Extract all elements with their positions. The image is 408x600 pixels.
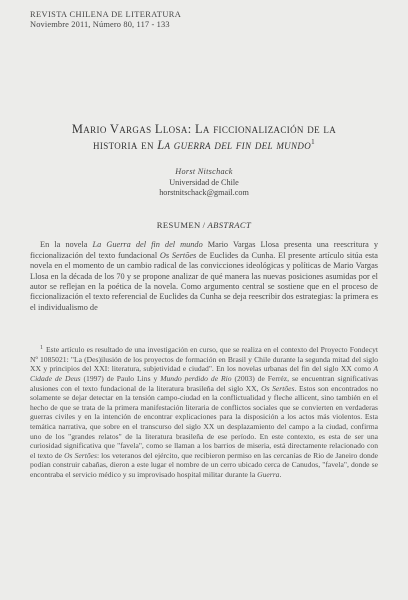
author-name: Horst Nitschack [175, 167, 233, 177]
abstract-heading-es: RESUMEN [156, 220, 201, 231]
title-line-2 [30, 138, 378, 153]
footnote-text: Este artículo es resultado de una investigación en curso, que se realiza en el contexto del Proyecto Fondecyt Nº 1085021: "La (Des)ilusión de los proyectos de formación en Brasil y Chile durante la segunda mitad del siglo XX y principios del XXI: literatura, subjetividad e ciudad". En los novelas urbanas del fin del siglo XX como [30, 345, 378, 374]
abstract-heading [30, 220, 378, 230]
abstract-text: de Euclides da Cunha. El presente artículo sitúa esta novela en el momento de un cambio radical de las convicciones ideológicas y políticas de Mario Vargas Llosa en la década de los 70 y se propone analizar de qué manera las nuevas posiciones asumidas por el autor se reflejan en la poética de la novela. Como argumento central se sostiene que en el proceso de ficcionalización el texto referencial de Euclides da Cunha se deja reescribir dos estrategias: la primera es el individualismo de [30, 250, 378, 312]
abstract-text: En la novela [40, 240, 93, 250]
issue-line: Noviembre 2011, Número 80, 117 - 133 [30, 20, 170, 30]
abstract-paragraph [30, 240, 378, 313]
footnote-text: : los veteranos del ejército, que recibieron permiso en las cercanías de Rio de Janeiro donde podían construir cabañas, dieron a este lugar el nombre de un cerro ubicado cerca de Canudos, "favela", donde se encontraba el servicio médico y su improvisado hospital militar durante la [30, 450, 378, 479]
footnote-text: (1997) de Paulo Lins y [80, 374, 161, 384]
footnote-1 [30, 345, 378, 479]
footnote-text: . [279, 470, 282, 479]
footnote-italic: Os Sertões [261, 383, 295, 393]
abstract-heading-separator: / [202, 220, 206, 231]
footnote-mark: 1 [40, 344, 43, 351]
footnote-italic: A Cidade de Deus [30, 364, 378, 384]
author-email[interactable]: horstnitschack@gmail.com [159, 188, 249, 198]
title-footnote-mark: 1 [311, 137, 315, 146]
journal-header [30, 10, 378, 30]
author-block [30, 167, 378, 198]
abstract-novel-title: La Guerra del fin del mundo [92, 240, 203, 250]
abstract-source-title: Os Sertões [159, 250, 197, 260]
footnote-italic: Guerra [257, 470, 280, 479]
footnote-text: . Estos son encontrados no solamente se dejar detectar en la tensión campo-ciudad en la conflictualidad y fleche allicent, sino también en el hecho de que se trata de la primera manifestación literaria de conflictos sociales que se convierten en verdaderas guerras civiles y en la intención de encontrar explicaciones para la disposición a los actos más violentos. Esta temática narrativa, que sobre en el transcurso del siglo XX un desplazamiento del campo a la ciudad, confirma uno de los "grandes relatos" de la literatura brasileña de ese período. En este contexto, es esta de ser una curiosidad significativa que "favela", como se llaman a los barrios de miseria, está directamente relacionado con el texto de [30, 383, 379, 460]
title-book-name: La guerra del fin del mundo [157, 137, 312, 152]
footnote-italic: Mundo perdido de Rio [160, 374, 232, 384]
title-line-1: Mario Vargas Llosa: La ficcionalización de la [71, 122, 337, 137]
journal-name: REVISTA CHILENA DE LITERATURA [30, 10, 182, 19]
author-affiliation: Universidad de Chile [169, 177, 239, 187]
footnote-italic: Os Sertões [64, 450, 97, 460]
abstract-heading-en: ABSTRACT [207, 220, 252, 231]
article-title [30, 122, 378, 153]
footnote-text: (2003) de Ferréz, se encuentran significativas alusiones con el texto fundacional de la literatura brasileña del siglo XX, [30, 374, 378, 393]
title-prefix: historia en [93, 137, 158, 152]
abstract-text: Mario Vargas Llosa presenta una reescritura y ficcionalización del texto fundacional [30, 240, 378, 260]
